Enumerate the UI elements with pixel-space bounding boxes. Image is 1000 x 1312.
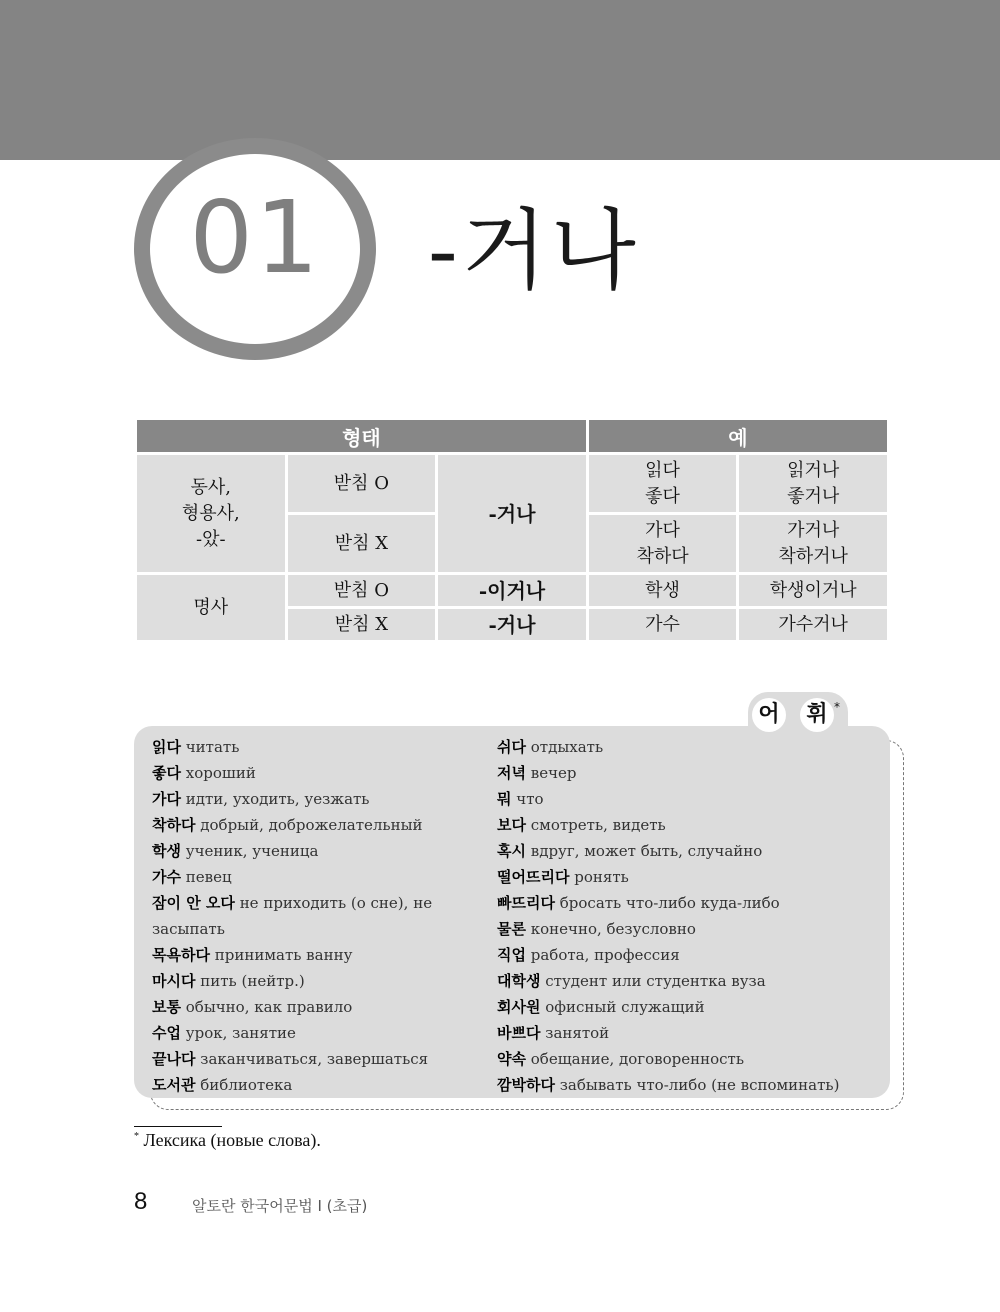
- vocabulary-meaning: урок, занятие: [185, 1024, 296, 1042]
- vocabulary-meaning: обычно, как правило: [185, 998, 353, 1016]
- vocabulary-meaning: конечно, безусловно: [530, 920, 696, 938]
- vocabulary-item: [497, 1020, 887, 1046]
- vocabulary-word: 약속: [497, 1050, 526, 1068]
- vocabulary-word: 목욕하다: [152, 946, 210, 964]
- vocabulary-item: [152, 1072, 482, 1098]
- vocabulary-word: 좋다: [152, 764, 181, 782]
- vocabulary-word: 떨어뜨리다: [497, 868, 570, 886]
- chapter-number: 01: [189, 179, 321, 296]
- vocabulary-meaning: певец: [185, 868, 232, 886]
- vocabulary-item: [497, 1046, 887, 1072]
- vocabulary-item: [497, 916, 887, 942]
- vocabulary-item: [497, 760, 887, 786]
- example-result: 읽거나 좋거나: [739, 455, 887, 512]
- vocabulary-column-right: [497, 734, 887, 1098]
- vocabulary-badge-mark: *: [834, 700, 840, 714]
- grammar-table: [134, 417, 890, 643]
- vocabulary-item: [152, 1020, 482, 1046]
- vocabulary-word: 마시다: [152, 972, 196, 990]
- vocabulary-word: 바쁘다: [497, 1024, 541, 1042]
- vocabulary-word: 저녁: [497, 764, 526, 782]
- vocabulary-meaning: пить (нейтр.): [200, 972, 305, 990]
- condition-batchim-yes: 받침 O: [288, 455, 436, 512]
- vocabulary-meaning: работа, профессия: [530, 946, 680, 964]
- condition-batchim-yes: 받침 O: [288, 575, 436, 606]
- vocabulary-meaning: принимать ванну: [214, 946, 353, 964]
- vocabulary-item: [152, 890, 482, 942]
- vocabulary-meaning: отдыхать: [530, 738, 604, 756]
- vocabulary-meaning: обещание, договоренность: [530, 1050, 745, 1068]
- suffix-geona: -거나: [438, 609, 586, 640]
- vocabulary-item: [497, 968, 887, 994]
- vocabulary-word: 빠뜨리다: [497, 894, 555, 912]
- vocabulary-item: [152, 864, 482, 890]
- vocabulary-word: 잠이 안 오다: [152, 894, 235, 912]
- vocabulary-meaning: бросать что-либо куда-либо: [559, 894, 780, 912]
- vocabulary-meaning: смотреть, видеть: [530, 816, 666, 834]
- vocabulary-word: 물론: [497, 920, 526, 938]
- vocabulary-word: 쉬다: [497, 738, 526, 756]
- example-base: 학생: [589, 575, 737, 606]
- vocabulary-badge-char: 휘: [800, 698, 834, 732]
- vocabulary-meaning: занятой: [545, 1024, 610, 1042]
- vocabulary-meaning: заканчиваться, завершаться: [200, 1050, 429, 1068]
- vocabulary-item: [497, 812, 887, 838]
- vocabulary-item: [497, 994, 887, 1020]
- vocabulary-item: [152, 968, 482, 994]
- example-base: 가수: [589, 609, 737, 640]
- vocabulary-word: 뭐: [497, 790, 512, 808]
- footnote-rule: [134, 1126, 222, 1127]
- vocabulary-item: [152, 994, 482, 1020]
- vocabulary-meaning: ронять: [574, 868, 629, 886]
- vocabulary-meaning: студент или студентка вуза: [545, 972, 766, 990]
- group-verb-adjective: 동사, 형용사, -았-: [137, 455, 285, 572]
- vocabulary-word: 회사원: [497, 998, 541, 1016]
- vocabulary-item: [497, 890, 887, 916]
- chapter-title: -거나: [428, 199, 640, 302]
- header-band: [0, 0, 1000, 160]
- vocabulary-word: 학생: [152, 842, 181, 860]
- vocabulary-column-left: [152, 734, 482, 1098]
- vocabulary-meaning: библиотека: [200, 1076, 293, 1094]
- vocabulary-word: 가수: [152, 868, 181, 886]
- vocabulary-word: 가다: [152, 790, 181, 808]
- example-result: 가거나 착하거나: [739, 515, 887, 572]
- vocabulary-item: [497, 786, 887, 812]
- vocabulary-item: [497, 942, 887, 968]
- vocabulary-word: 대학생: [497, 972, 541, 990]
- vocabulary-meaning: вечер: [530, 764, 577, 782]
- book-title: 알토란 한국어문법 I (초급): [192, 1197, 368, 1215]
- vocabulary-badge-char: 어: [752, 698, 786, 732]
- vocabulary-item: [152, 734, 482, 760]
- vocabulary-item: [152, 812, 482, 838]
- vocabulary-item: [152, 1046, 482, 1072]
- example-result: 학생이거나: [739, 575, 887, 606]
- vocabulary-item: [497, 734, 887, 760]
- vocabulary-item: [497, 838, 887, 864]
- footnote: [134, 1130, 321, 1151]
- vocabulary-meaning: вдруг, может быть, случайно: [530, 842, 763, 860]
- vocabulary-word: 보다: [497, 816, 526, 834]
- vocabulary-meaning: идти, уходить, уезжать: [185, 790, 370, 808]
- vocabulary-word: 도서관: [152, 1076, 196, 1094]
- vocabulary-word: 혹시: [497, 842, 526, 860]
- vocabulary-meaning: хороший: [185, 764, 256, 782]
- suffix-igeona: -이거나: [438, 575, 586, 606]
- example-base: 가다 착하다: [589, 515, 737, 572]
- suffix-geona: -거나: [438, 455, 586, 572]
- header-example: 예: [589, 420, 887, 452]
- vocabulary-meaning: читать: [185, 738, 240, 756]
- vocabulary-word: 보통: [152, 998, 181, 1016]
- condition-batchim-no: 받침 X: [288, 609, 436, 640]
- vocabulary-meaning: что: [516, 790, 544, 808]
- condition-batchim-no: 받침 X: [288, 515, 436, 572]
- vocabulary-word: 착하다: [152, 816, 196, 834]
- footnote-mark: *: [134, 1131, 139, 1142]
- vocabulary-word: 깜박하다: [497, 1076, 555, 1094]
- example-base: 읽다 좋다: [589, 455, 737, 512]
- example-result: 가수거나: [739, 609, 887, 640]
- vocabulary-item: [152, 942, 482, 968]
- footnote-text: Лексика (новые слова).: [143, 1130, 321, 1150]
- vocabulary-word: 직업: [497, 946, 526, 964]
- vocabulary-word: 끝나다: [152, 1050, 196, 1068]
- vocabulary-item: [152, 786, 482, 812]
- vocabulary-item: [152, 760, 482, 786]
- vocabulary-item: [497, 864, 887, 890]
- vocabulary-word: 수업: [152, 1024, 181, 1042]
- vocabulary-word: 읽다: [152, 738, 181, 756]
- vocabulary-meaning: забывать что-либо (не вспоминать): [559, 1076, 840, 1094]
- vocabulary-item: [497, 1072, 887, 1098]
- vocabulary-meaning: ученик, ученица: [185, 842, 319, 860]
- vocabulary-meaning: добрый, доброжелательный: [200, 816, 423, 834]
- group-noun: 명사: [137, 575, 285, 640]
- header-form: 형태: [137, 420, 586, 452]
- vocabulary-meaning: не приходить (о сне), не засыпать: [152, 894, 433, 938]
- page-number: 8: [134, 1188, 148, 1215]
- vocabulary-item: [152, 838, 482, 864]
- vocabulary-meaning: офисный служащий: [545, 998, 705, 1016]
